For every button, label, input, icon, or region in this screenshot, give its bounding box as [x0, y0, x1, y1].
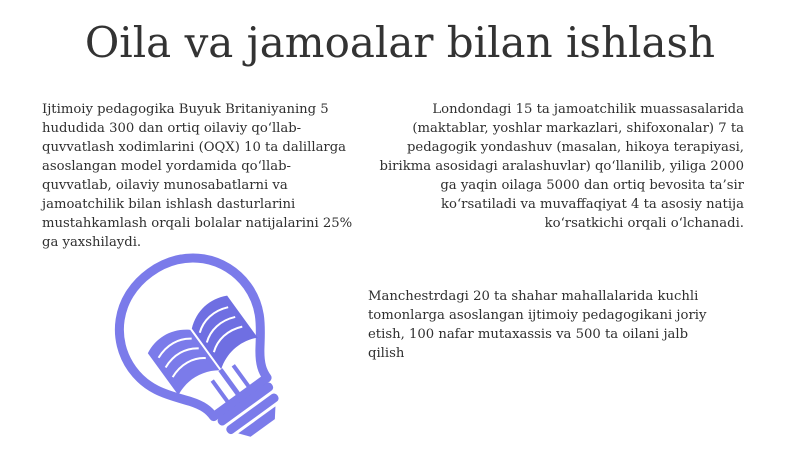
- paragraph-bottom: Manchestrdagi 20 ta shahar mahallalarida kuchli tomonlarga asoslangan ijtimoiy pedagogikani joriy etish, 100 nafar mutaxassis va 500 ta oilani jalb qilish: [368, 289, 707, 361]
- lightbulb-book-icon: [88, 248, 314, 438]
- slide-title: Oila va jamoalar bilan ishlash: [84, 18, 716, 67]
- paragraph-right: Londondagi 15 ta jamoatchilik muassasalarida (maktablar, yoshlar markazlari, shifoxonalar) 7 ta pedagogik yondashuv (masalan, hikoya terapiyasi, birikma asosidagi aralashuvlar) qo‘llanilib, yiliga 2000 ga yaqin oilaga 5000 dan ortiq bevosita ta’sir ko‘rsatiladi va muvaffaqiyat 4 ta asosiy natija ko‘rsatkichi orqali o‘lchanadi.: [379, 102, 744, 231]
- paragraph-left: Ijtimoiy pedagogika Buyuk Britaniyaning 5 hududida 300 dan ortiq oilaviy qo‘llab-quvvatlash xodimlarini (OQX) 10 ta dalillarga asoslangan model yordamida qo‘llab-quvvatlab, oilaviy munosabatlarni va jamoatchilik bilan ishlash dasturlarini mustahkamlash orqali bolalar natijalarini 25% ga yaxshilaydi.: [42, 102, 353, 250]
